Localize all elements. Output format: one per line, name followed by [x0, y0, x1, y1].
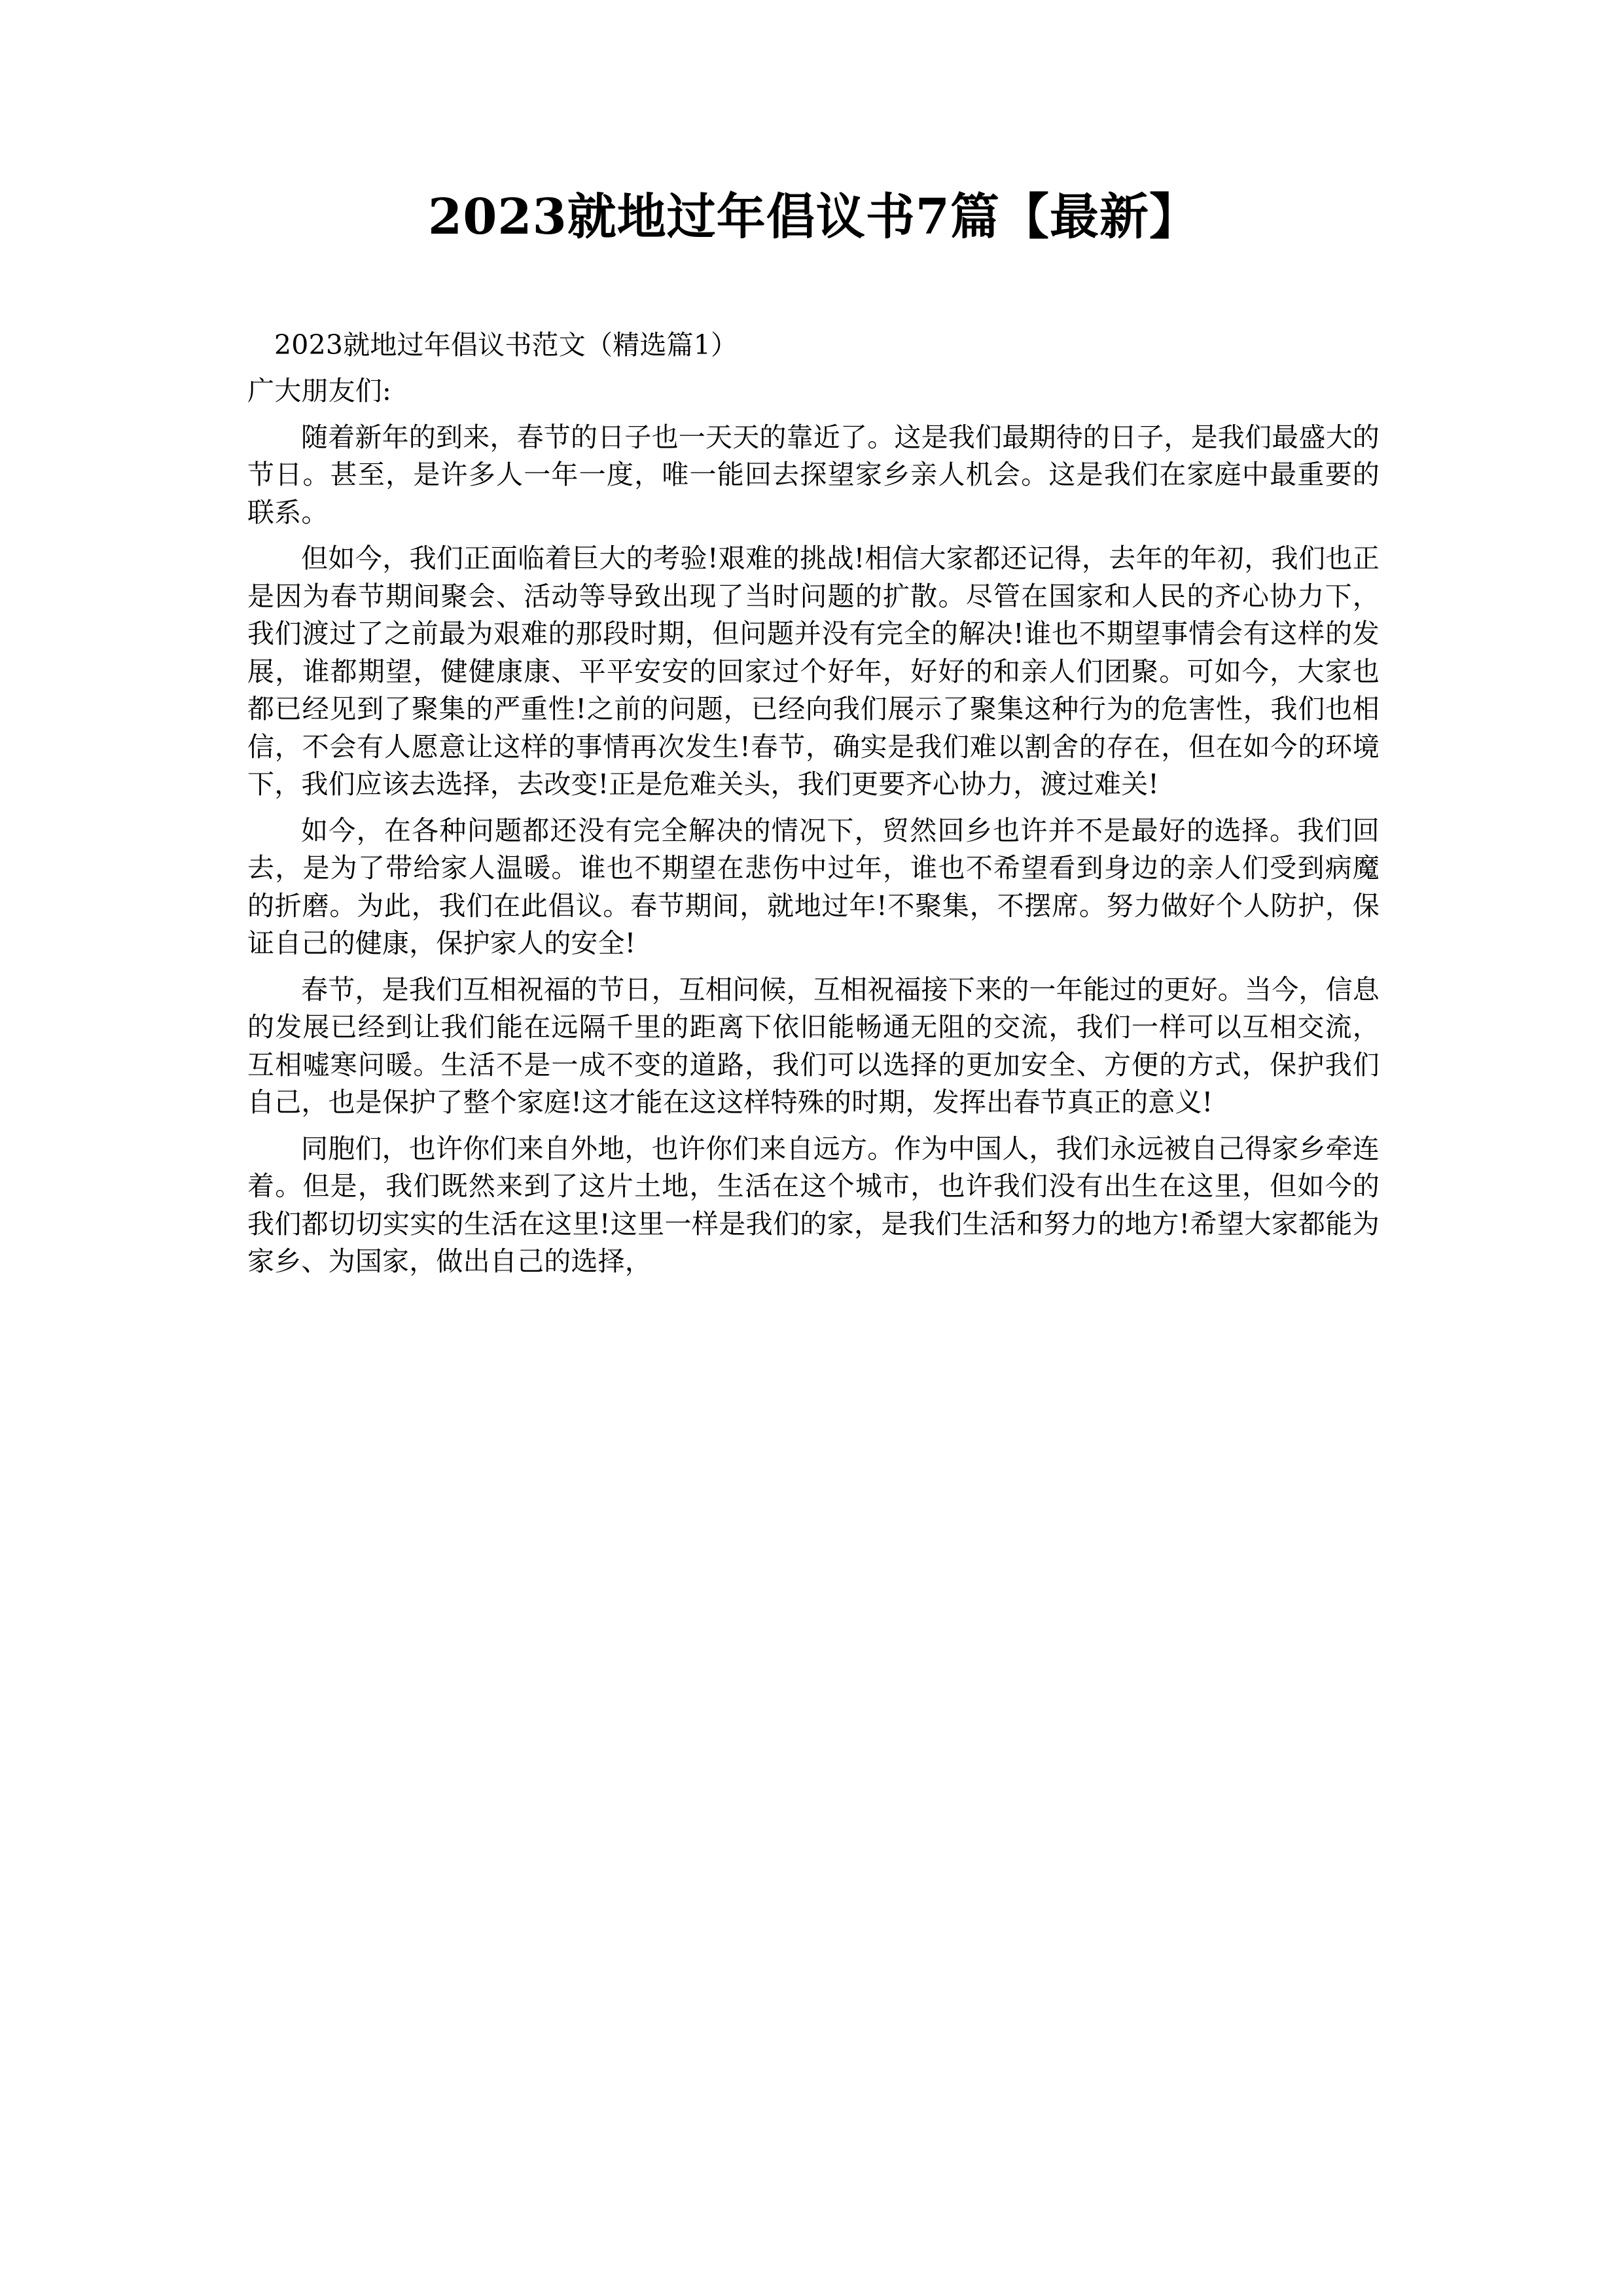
section-subheading: 2023就地过年倡议书范文（精选篇1） [274, 329, 738, 361]
body-paragraph-5: 同胞们，也许你们来自外地，也许你们来自远方。作为中国人，我们永远被自己得家乡牵连着。但是，我们既然来到了这片土地，生活在这个城市，也许我们没有出生在这里，但如今的我们都切切实实的生活在这里!这里一样是我们的家，是我们生活和努力的地方!希望大家都能为家乡、为国家，做出自己的选择， [247, 1132, 1380, 1278]
document-body [247, 327, 1380, 1281]
body-paragraph-2: 但如今，我们正面临着巨大的考验!艰难的挑战!相信大家都还记得，去年的年初，我们也正是因为春节期间聚会、活动等导致出现了当时问题的扩散。尽管在国家和人民的齐心协力下，我们渡过了之前最为艰难的那段时期，但问题并没有完全的解决!谁也不期望事情会有这样的发展，谁都期望，健健康康、平平安安的回家过个好年，好好的和亲人们团聚。可如今，大家也都已经见到了聚集的严重性!之前的问题，已经向我们展示了聚集这种行为的危害性，我们也相信，不会有人愿意让这样的事情再次发生!春节，确实是我们难以割舍的存在，但在如今的环境下，我们应该去选择，去改变!正是危难关头，我们更要齐心协力，渡过难关! [247, 543, 1380, 800]
salutation-line: 广大朋友们: [247, 375, 392, 407]
body-paragraph-4: 春节，是我们互相祝福的节日，互相问候，互相祝福接下来的一年能过的更好。当今，信息的发展已经到让我们能在远隔千里的距离下依旧能畅通无阻的交流，我们一样可以互相交流，互相嘘寒问暖。生活不是一成不变的道路，我们可以选择的更加安全、方便的方式，保护我们自己，也是保护了整个家庭!这才能在这这样特殊的时期，发挥出春节真正的意义! [247, 973, 1380, 1119]
body-paragraph-1: 随着新年的到来，春节的日子也一天天的靠近了。这是我们最期待的日子，是我们最盛大的节日。甚至，是许多人一年一度，唯一能回去探望家乡亲人机会。这是我们在家庭中最重要的联系。 [247, 421, 1380, 528]
body-paragraph-3: 如今，在各种问题都还没有完全解决的情况下，贸然回乡也许并不是最好的选择。我们回去，是为了带给家人温暖。谁也不期望在悲伤中过年，谁也不希望看到身边的亲人们受到病魔的折磨。为此，我们在此倡议。春节期间，就地过年!不聚集，不摆席。努力做好个人防护，保证自己的健康，保护家人的安全! [247, 814, 1380, 960]
page-title: 2023就地过年倡议书7篇【最新】 [428, 188, 1199, 245]
document-content [247, 0, 1380, 1281]
